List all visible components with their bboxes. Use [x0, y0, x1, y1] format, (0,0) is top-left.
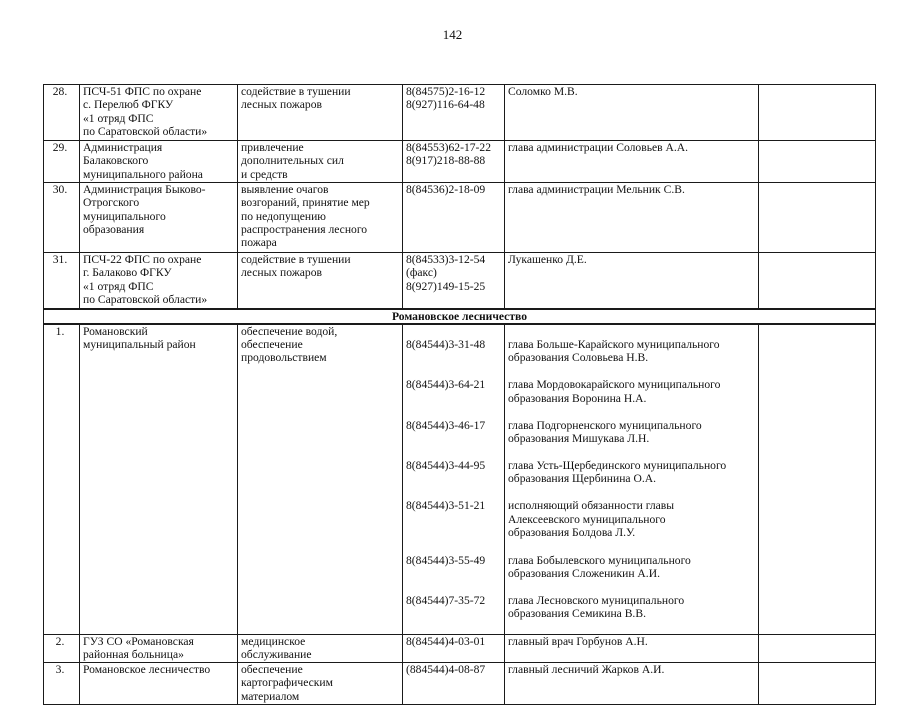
- phone-entry: 8(84544)3-44-95: [406, 458, 486, 472]
- table-row: [44, 183, 876, 253]
- row-number: 29.: [44, 141, 80, 183]
- contact-cell: главный лесничий Жарков А.И.: [505, 663, 759, 705]
- organization-cell: Романовское лесничество: [80, 663, 238, 705]
- task-cell: медицинское обслуживание: [238, 635, 403, 663]
- organization-cell: Администрация Быково- Отрогского муниципального образования: [80, 183, 238, 253]
- table-row: [44, 635, 876, 663]
- contact-entry: глава Лесновского муниципального образования Семикина В.В.: [508, 593, 685, 621]
- phone-entry: 8(84544)3-64-21: [406, 378, 486, 392]
- contacts-table: [43, 84, 876, 705]
- table-row: [44, 324, 876, 635]
- task-cell: содействие в тушении лесных пожаров: [238, 85, 403, 141]
- table-row: [44, 85, 876, 141]
- note-cell: [759, 85, 876, 141]
- organization-cell: ПСЧ-51 ФПС по охране с. Перелюб ФГКУ «1 отряд ФПС по Саратовской области»: [80, 85, 238, 141]
- phone-cell: 8(84536)2-18-09: [403, 183, 505, 253]
- organization-cell: Администрация Балаковского муниципального района: [80, 141, 238, 183]
- row-number: 30.: [44, 183, 80, 253]
- contact-entry: глава Мордовокарайского муниципального образования Воронина Н.А.: [508, 378, 721, 405]
- table-row: [44, 141, 876, 183]
- task-cell: содействие в тушении лесных пожаров: [238, 253, 403, 309]
- contact-cell: [505, 324, 759, 635]
- section-title: Романовское лесничество: [44, 309, 876, 324]
- phone-entry: 8(84544)3-55-49: [406, 553, 486, 567]
- phone-cell: 8(84553)62-17-22 8(917)218-88-88: [403, 141, 505, 183]
- row-number: 2.: [44, 635, 80, 663]
- phone-entry: 8(84544)3-46-17: [406, 418, 486, 432]
- organization-cell: ПСЧ-22 ФПС по охране г. Балаково ФГКУ «1 отряд ФПС по Саратовской области»: [80, 253, 238, 309]
- note-cell: [759, 141, 876, 183]
- contact-cell: главный врач Горбунов А.Н.: [505, 635, 759, 663]
- contact-cell: глава администрации Мельник С.В.: [505, 183, 759, 253]
- task-cell: обеспечение картографическим материалом: [238, 663, 403, 705]
- section-header-row: [44, 309, 876, 324]
- phone-cell: (884544)4-08-87: [403, 663, 505, 705]
- contact-entry: глава Бобылевского муниципального образования Сложеникин А.И.: [508, 553, 691, 580]
- note-cell: [759, 635, 876, 663]
- organization-cell: ГУЗ СО «Романовская районная больница»: [80, 635, 238, 663]
- task-cell: обеспечение водой, обеспечение продовольствием: [238, 324, 403, 635]
- table-row: [44, 253, 876, 309]
- note-cell: [759, 253, 876, 309]
- contact-cell: глава администрации Соловьев А.А.: [505, 141, 759, 183]
- phone-cell: 8(84533)3-12-54 (факс) 8(927)149-15-25: [403, 253, 505, 309]
- phone-entry: 8(84544)3-51-21: [406, 499, 486, 513]
- row-number: 31.: [44, 253, 80, 309]
- phone-cell: 8(84575)2-16-12 8(927)116-64-48: [403, 85, 505, 141]
- row-number: 3.: [44, 663, 80, 705]
- table-row: [44, 663, 876, 705]
- contact-entry: исполняющий обязанности главы Алексеевского муниципального образования Болдова Л.У.: [508, 499, 675, 539]
- contact-entry: глава Усть-Щербединского муниципального образования Щербинина О.А.: [508, 458, 727, 486]
- note-cell: [759, 324, 876, 635]
- contact-entry: глава Подгорненского муниципального образования Мишукава Л.Н.: [508, 418, 702, 445]
- contact-cell: Соломко М.В.: [505, 85, 759, 141]
- contact-cell: Лукашенко Д.Е.: [505, 253, 759, 309]
- row-number: 28.: [44, 85, 80, 141]
- phone-entry: 8(84544)7-35-72: [406, 593, 486, 607]
- note-cell: [759, 183, 876, 253]
- row-number: 1.: [44, 324, 80, 635]
- note-cell: [759, 663, 876, 705]
- organization-cell: Романовский муниципальный район: [80, 324, 238, 635]
- page-number: 142: [442, 27, 463, 42]
- contact-entry: глава Больше-Карайского муниципального образования Соловьева Н.В.: [508, 338, 720, 365]
- task-cell: привлечение дополнительных сил и средств: [238, 141, 403, 183]
- phone-cell: 8(84544)4-03-01: [403, 635, 505, 663]
- phone-cell: [403, 324, 505, 635]
- phone-entry: 8(84544)3-31-48: [406, 338, 486, 352]
- task-cell: выявление очагов возгораний, принятие мер по недопущению распространения лесного пожара: [238, 183, 403, 253]
